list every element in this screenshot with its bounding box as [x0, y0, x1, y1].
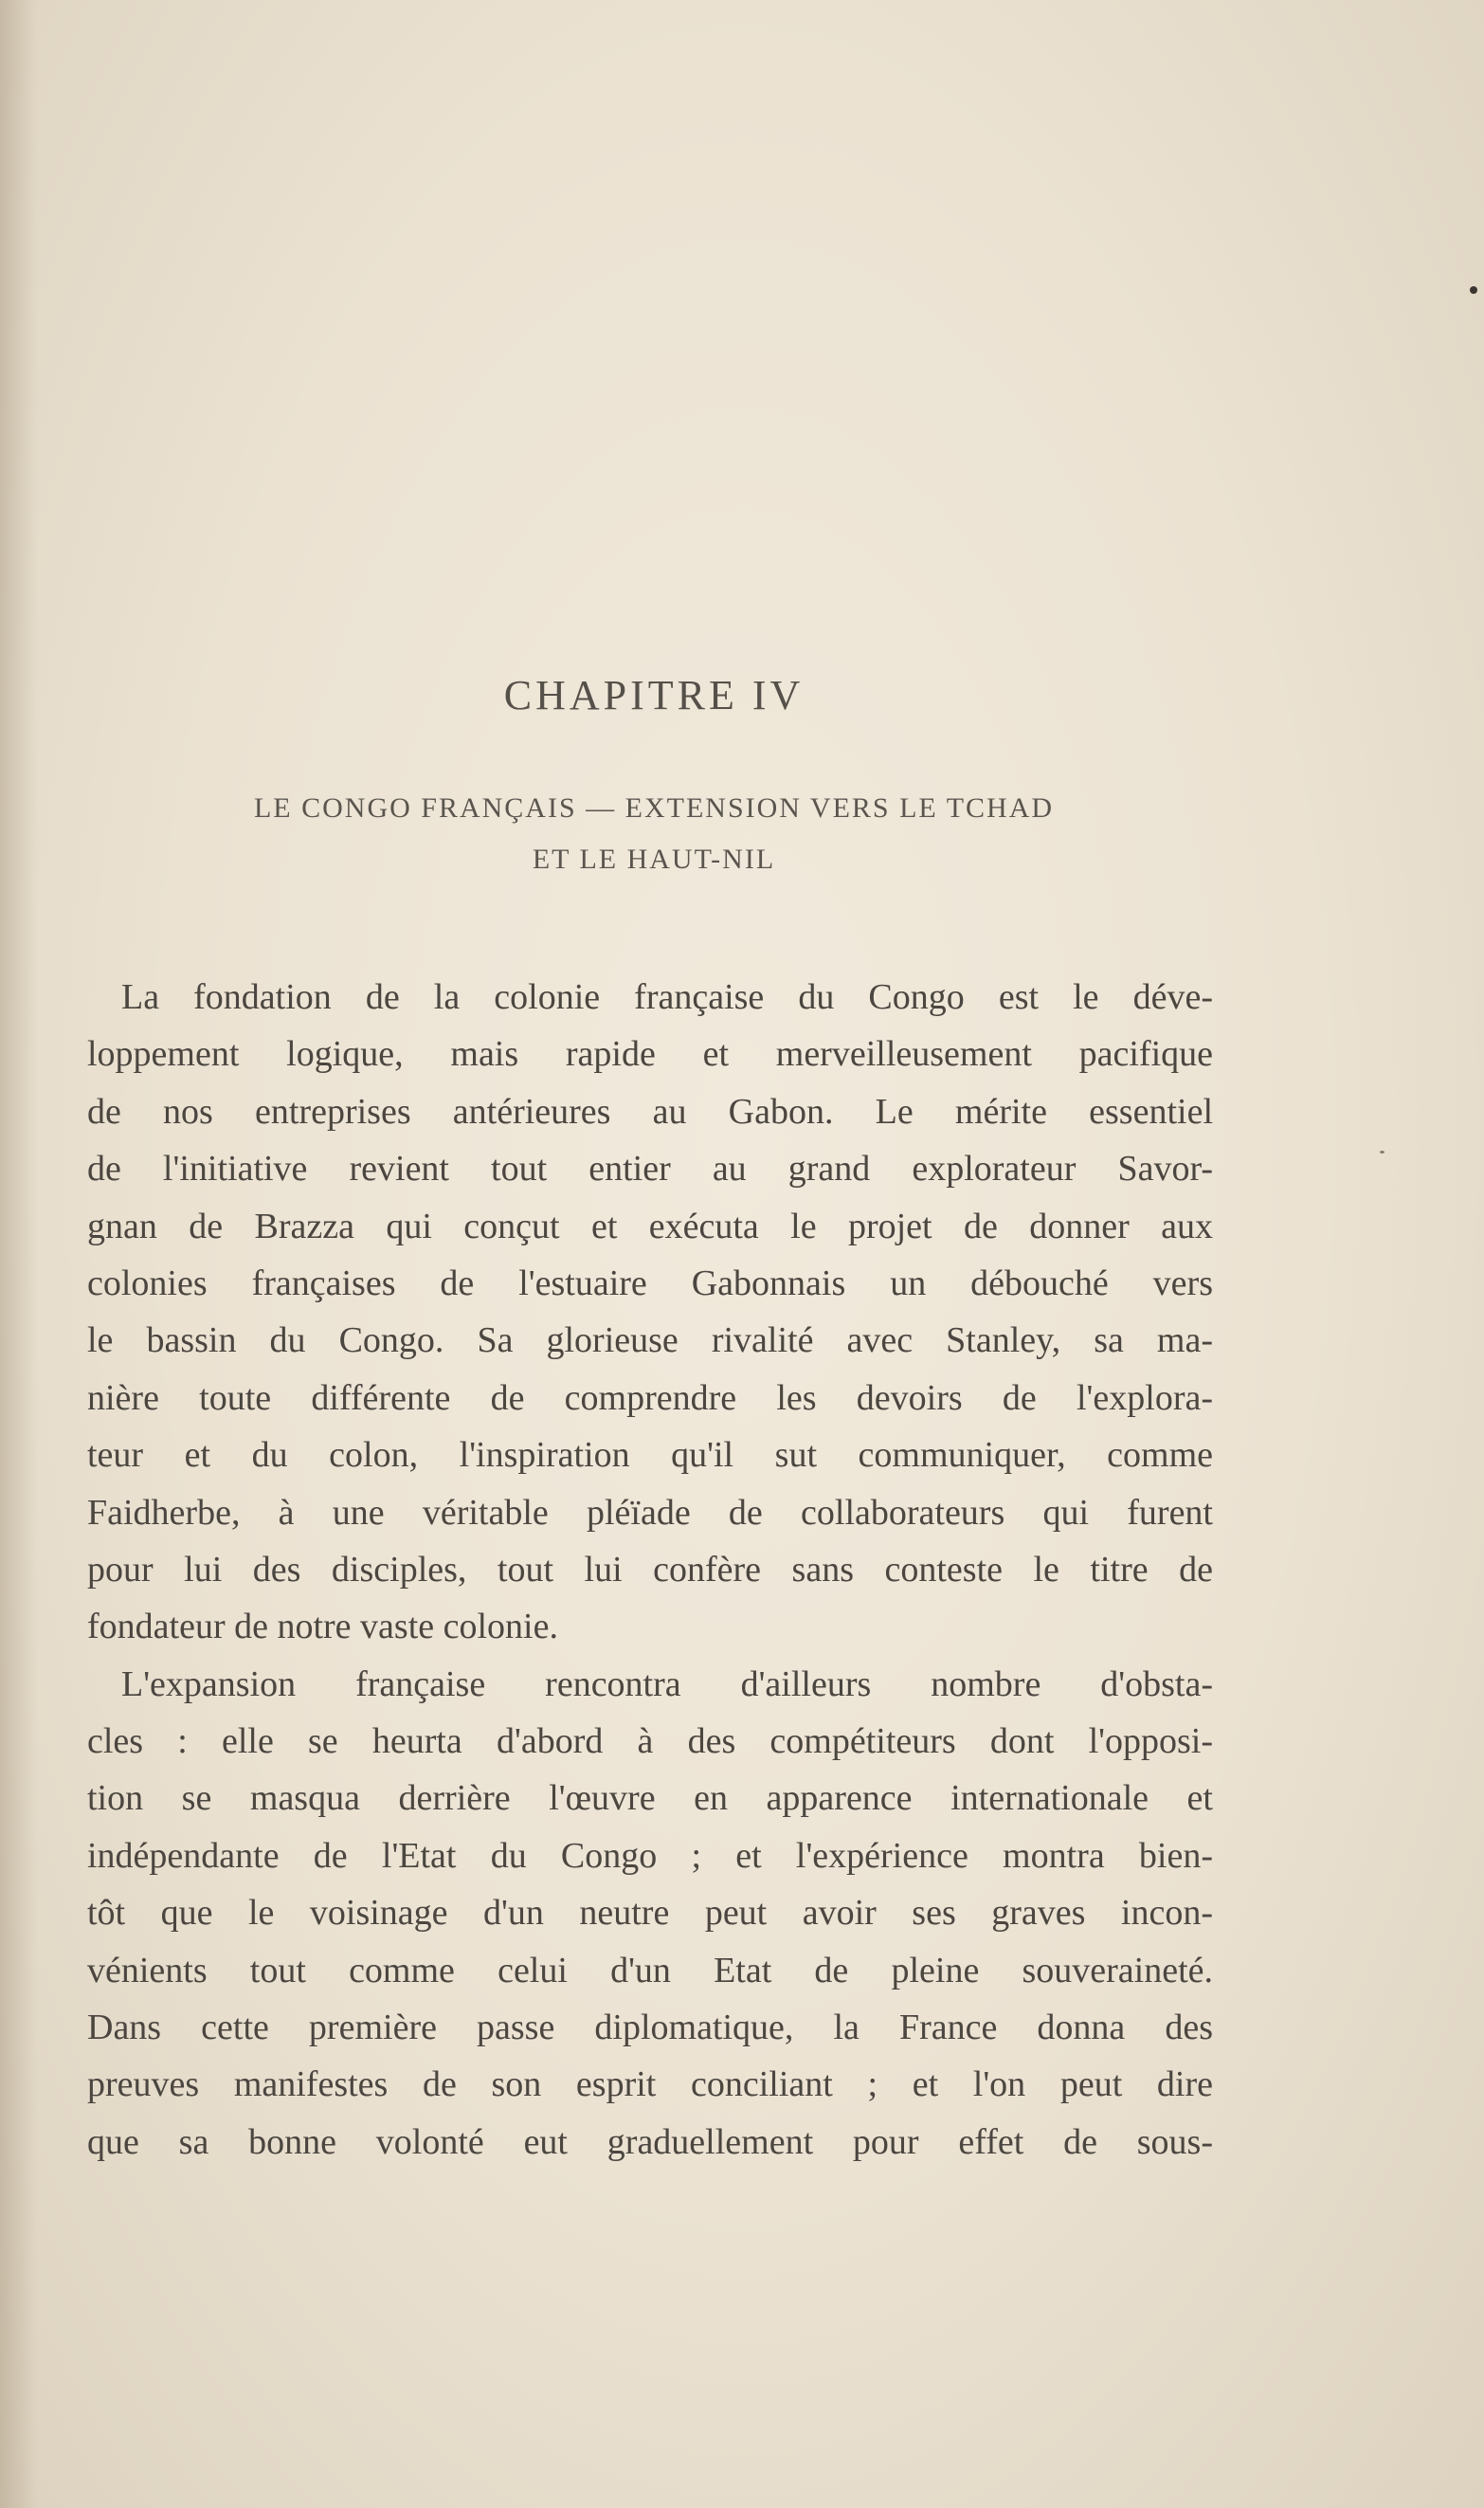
text-line: pour lui des disciples, tout lui confère sans conteste le titre de — [87, 1549, 1213, 1590]
text-line: nière toute différente de comprendre les devoirs de l'explora- — [87, 1377, 1213, 1418]
text-line: colonies françaises de l'estuaire Gabonnais un débouché vers — [87, 1263, 1213, 1303]
text-line: vénients tout comme celui d'un Etat de pleine souveraineté. — [87, 1950, 1213, 1990]
text-line: Dans cette première passe diplomatique, la France donna des — [87, 2008, 1213, 2048]
text-line: Faidherbe, à une véritable pléïade de collaborateurs qui furent — [87, 1492, 1213, 1533]
chapter-subtitle-line-2: ET LE HAUT-NIL — [532, 844, 776, 875]
text-line: que sa bonne volonté eut graduellement pour effet de sous- — [87, 2121, 1213, 2162]
text-line: cles : elle se heurta d'abord à des compétiteurs dont l'opposi- — [87, 1721, 1213, 1762]
text-line: teur et du colon, l'inspiration qu'il sut communiquer, comme — [87, 1435, 1213, 1476]
text-line: indépendante de l'Etat du Congo ; et l'expérience montra bien- — [87, 1835, 1213, 1876]
text-line: tôt que le voisinage d'un neutre peut avoir ses graves incon- — [87, 1893, 1213, 1934]
text-line: de nos entreprises antérieures au Gabon. Le mérite essentiel — [87, 1091, 1213, 1132]
chapter-title: CHAPITRE IV — [503, 672, 805, 718]
text-line: L'expansion française rencontra d'ailleurs nombre d'obsta- — [121, 1663, 1213, 1704]
chapter-subtitle-line-1: LE CONGO FRANÇAIS — EXTENSION VERS LE TCHAD — [253, 792, 1055, 824]
text-line: le bassin du Congo. Sa glorieuse rivalité avec Stanley, sa ma- — [87, 1320, 1213, 1361]
text-line: de l'initiative revient tout entier au grand explorateur Savor- — [87, 1149, 1213, 1190]
ink-speck — [1470, 286, 1477, 294]
ink-speck — [1380, 1151, 1384, 1154]
text-line: fondateur de notre vaste colonie. — [87, 1607, 558, 1647]
page-spine-shadow — [0, 0, 38, 2508]
text-line: gnan de Brazza qui conçut et exécuta le projet de donner aux — [87, 1206, 1213, 1246]
text-line: tion se masqua derrière l'œuvre en apparence internationale et — [87, 1778, 1213, 1819]
text-line: loppement logique, mais rapide et merveilleusement pacifique — [87, 1034, 1213, 1075]
text-line: La fondation de la colonie française du Congo est le déve- — [121, 977, 1213, 1017]
body-text — [87, 969, 1213, 2171]
text-line: preuves manifestes de son esprit conciliant ; et l'on peut dire — [87, 2064, 1213, 2105]
